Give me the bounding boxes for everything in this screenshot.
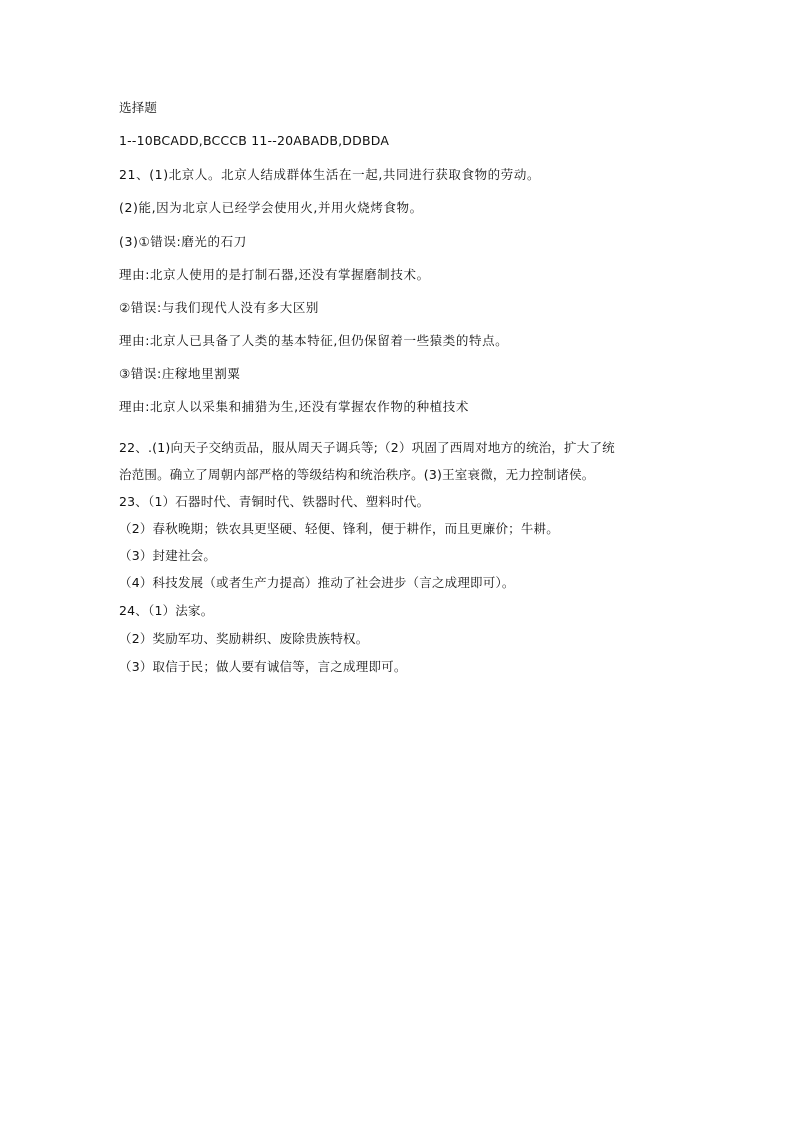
answer-22-line1: 22、.(1)向天子交纳贡品，服从周天子调兵等;（2）巩固了西周对地方的统治，扩大了统 — [119, 440, 615, 455]
answer-21-1: 21、(1)北京人。北京人结成群体生活在一起,共同进行获取食物的劳动。 — [119, 167, 541, 182]
answer-21-3-c: ③错误:庄稼地里割粟 — [119, 366, 241, 381]
section-heading: 选择题 — [119, 100, 158, 115]
answer-23-4: （4）科技发展（或者生产力提高）推动了社会进步（言之成理即可）。 — [119, 575, 515, 590]
answer-24-3: （3）取信于民；做人要有诚信等，言之成理即可。 — [119, 659, 407, 674]
answer-21-3-a-reason: 理由:北京人使用的是打制石器,还没有掌握磨制技术。 — [119, 267, 430, 282]
answer-24-2: （2）奖励军功、奖励耕织、废除贵族特权。 — [119, 631, 369, 646]
answer-23-1: 23、（1）石器时代、青铜时代、铁器时代、塑料时代。 — [119, 494, 430, 509]
answer-21-3-b: ②错误:与我们现代人没有多大区别 — [119, 300, 320, 315]
answer-21-3-c-reason: 理由:北京人以采集和捕猎为生,还没有掌握农作物的种植技术 — [119, 399, 469, 414]
answer-22-line2: 治范围。确立了周朝内部严格的等级结构和统治秩序。(3)王室衰微，无力控制诸侯。 — [119, 467, 595, 482]
answer-21-2: (2)能,因为北京人已经学会使用火,并用火烧烤食物。 — [119, 200, 423, 215]
answer-21-3-a: (3)①错误:磨光的石刀 — [119, 234, 247, 249]
answer-21-3-b-reason: 理由:北京人已具备了人类的基本特征,但仍保留着一些猿类的特点。 — [119, 333, 509, 348]
answer-23-2: （2）春秋晚期；铁农具更坚硬、轻便、锋利，便于耕作，而且更廉价；牛耕。 — [119, 521, 559, 536]
answer-24-1: 24、（1）法家。 — [119, 603, 214, 618]
answer-23-3: （3）封建社会。 — [119, 548, 217, 563]
answer-key-choice: 1--10BCADD,BCCCB 11--20ABADB,DDBDA — [119, 133, 390, 148]
